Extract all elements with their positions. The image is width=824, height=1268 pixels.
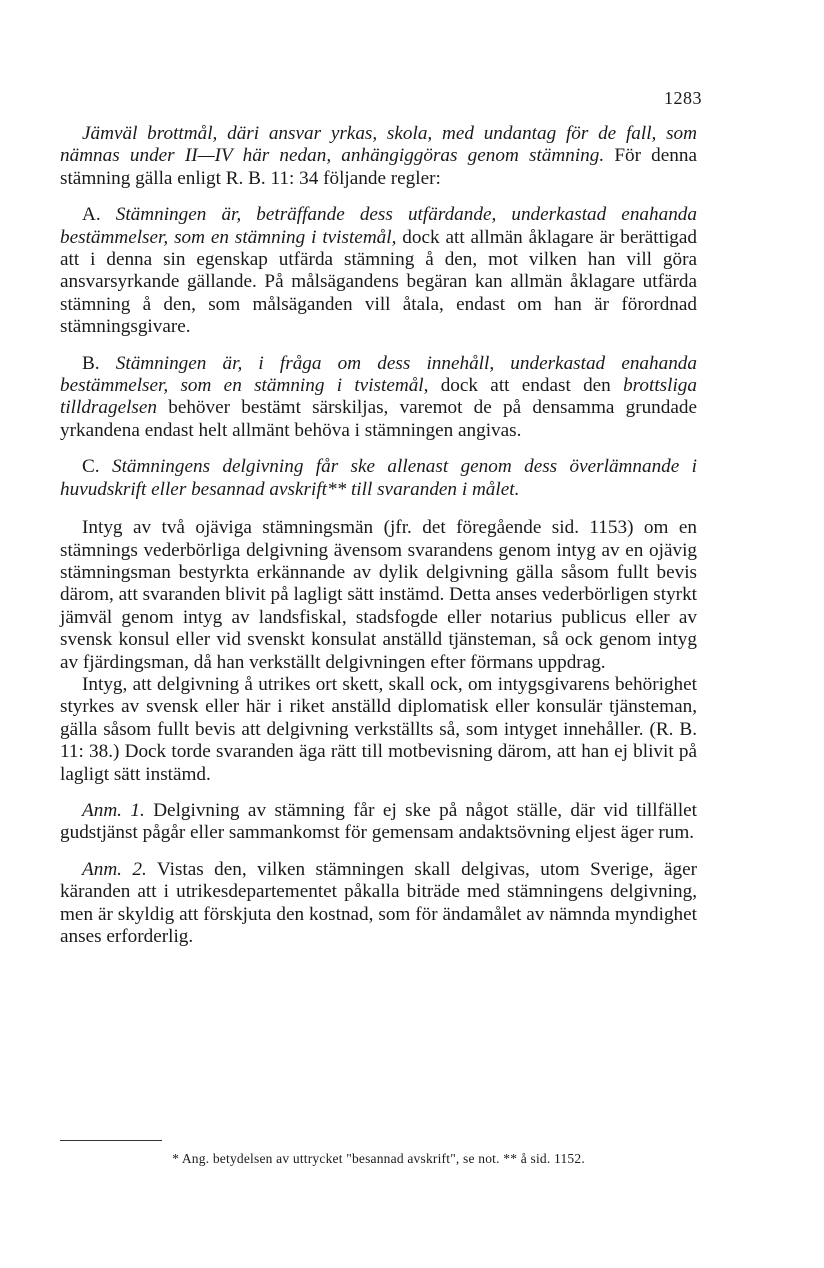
section-a-label: A. bbox=[82, 204, 116, 226]
footnote-divider bbox=[60, 1140, 162, 1141]
intyg-paragraph-2: Intyg, att delgivning å utrikes ort skett, skall ock, om intygsgivarens behörighet styrkes av svensk eller här i riket anställd diplomatisk eller konsulär tjänsteman, gälla såsom fullt bevis att delgivning verkställts så, som intyget innehåller. (R. B. 11: 38.) Dock torde svaranden äga rätt till motbevisning därom, att han ej blivit på lagligt sätt instämd. bbox=[60, 673, 697, 785]
section-a-text: dock att allmän åklagare är berättigad att i denna sin egenskap utfärda stämning å den, mot vilken han vill göra ansvarsyrkande gällande. På målsägandens begäran kan allmän åklagare utfärda stämning å den, som målsäganden vill åtala, endast om han är förordnad stämningsgivare. bbox=[60, 226, 697, 338]
anm-1-paragraph bbox=[60, 800, 697, 845]
section-b-text-1: dock att endast den bbox=[428, 375, 624, 397]
anm-1-label: Anm. 1. bbox=[82, 799, 145, 821]
intro-italic: Jämväl brottmål, däri ansvar yrkas, skola, med undantag för de fall, som nämnas under II—IV här nedan, anhängiggöras genom stämning. bbox=[60, 123, 697, 167]
body-text bbox=[60, 123, 697, 948]
section-b-italic-1: Stämningen är, i fråga om dess innehåll, underkastad enahanda bestämmelser, som en stämning i tvistemål, bbox=[60, 352, 697, 397]
section-b-paragraph bbox=[60, 353, 697, 443]
section-a-paragraph bbox=[60, 204, 697, 338]
intro-paragraph bbox=[60, 123, 697, 190]
page-number: 1283 bbox=[664, 88, 702, 108]
section-b-label: B. bbox=[82, 352, 116, 374]
section-c-paragraph bbox=[60, 456, 697, 501]
section-b-italic-2: brottsliga tilldragelsen bbox=[60, 375, 697, 419]
section-c-italic: Stämningens delgivning får ske allenast genom dess överlämnande i huvudskrift eller besannad avskrift** till svaranden i målet. bbox=[60, 456, 697, 500]
intyg-paragraph-1: Intyg av två ojäviga stämningsmän (jfr. det föregående sid. 1153) om en stämnings vederbörliga delgivning ävensom svarandens genom intyg av en ojävig stämningsman bestyrkta erkännande av dylik delgivning gälla såsom fullt bevis därom, att svaranden blivit på lagligt sätt instämd. Detta anses vederbörligen styrkt jämväl genom intyg av landsfiskal, stadsfogde eller notarius publicus eller av svensk konsul eller vid svenskt konsulat anställd tjänsteman, så ock genom intyg av fjärdingsman, då han verkställt delgivningen efter förmans uppdrag. bbox=[60, 517, 697, 673]
anm-1-text: Delgivning av stämning får ej ske på något ställe, där vid tillfället gudstjänst pågår eller sammankomst för gemensam andaktsövning eljest äger rum. bbox=[60, 799, 697, 844]
section-b-text-2: behöver bestämt särskiljas, varemot de på densamma grundade yrkandena endast helt allmänt behöva i stämningen angivas. bbox=[60, 397, 697, 441]
anm-2-label: Anm. 2. bbox=[82, 858, 147, 880]
section-c-label: C. bbox=[82, 456, 112, 478]
section-a-italic: Stämningen är, beträffande dess utfärdande, underkastad enahanda bestämmelser, som en stämning i tvistemål, bbox=[60, 204, 697, 248]
anm-2-text: Vistas den, vilken stämningen skall delgivas, utom Sverige, äger käranden att i utrikesdepartementet påkalla biträde med stämningens delgivning, men är skyldig att förskjuta den kostnad, som för ändamålet av nämnda myndighet anses erforderlig. bbox=[60, 858, 698, 947]
anm-2-paragraph bbox=[60, 859, 697, 949]
intro-text: För denna stämning gälla enligt R. B. 11: 34 följande regler: bbox=[60, 145, 697, 189]
footnote: * Ang. betydelsen av uttrycket "besannad avskrift", se not. ** å sid. 1152. bbox=[172, 1151, 585, 1166]
